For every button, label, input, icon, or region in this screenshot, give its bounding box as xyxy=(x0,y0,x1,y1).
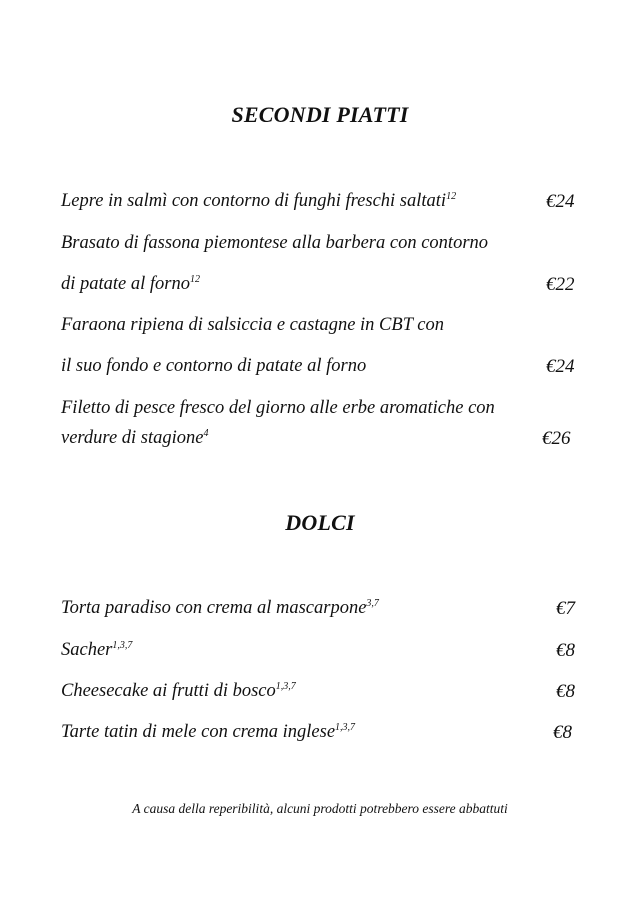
menu-item-name: Torta paradiso con crema al mascarpone xyxy=(61,598,367,618)
menu-item-cheesecake xyxy=(61,681,296,702)
menu-item-filetto-line-2 xyxy=(61,428,209,449)
menu-item-name: Tarte tatin di mele con crema inglese xyxy=(61,722,336,742)
allergen-codes: 4 xyxy=(203,428,209,439)
menu-item-name: Faraona ripiena di salsiccia e castagne in CBT con xyxy=(61,315,444,335)
menu-item-price: €8 xyxy=(556,681,575,702)
menu-item-name: il suo fondo e contorno di patate al forno xyxy=(61,356,367,376)
menu-item-brasato-line-1 xyxy=(61,233,488,254)
menu-item-sacher xyxy=(61,640,132,661)
section-title-dolci: DOLCI xyxy=(285,510,355,535)
menu-item-name: Lepre in salmì con contorno di funghi freschi saltati xyxy=(61,191,447,211)
menu-item-name: Brasato di fassona piemontese alla barbera con contorno xyxy=(61,233,489,253)
menu-item-name: di patate al forno xyxy=(61,274,190,294)
menu-item-filetto-line-1 xyxy=(61,398,495,419)
menu-item-brasato-line-2 xyxy=(61,274,200,295)
menu-item-price: €8 xyxy=(556,640,575,661)
menu-item-faraona-line-2 xyxy=(61,356,366,377)
menu-item-tarte-tatin xyxy=(61,722,355,743)
allergen-codes: 12 xyxy=(190,274,200,285)
menu-item-name: Filetto di pesce fresco del giorno alle erbe aromatiche con xyxy=(61,398,495,418)
menu-item-price: €24 xyxy=(546,356,575,377)
allergen-codes: 1,3,7 xyxy=(335,722,356,733)
menu-item-name: Cheesecake ai frutti di bosco xyxy=(61,681,276,701)
menu-item-faraona-line-1 xyxy=(61,315,444,336)
menu-item-name: Sacher xyxy=(61,640,113,660)
menu-item-torta-paradiso xyxy=(61,598,379,619)
allergen-codes: 1,3,7 xyxy=(275,681,296,692)
menu-item-name: verdure di stagione xyxy=(61,428,204,448)
allergen-codes: 1,3,7 xyxy=(112,640,133,651)
allergen-codes: 12 xyxy=(446,191,457,202)
menu-item-lepre xyxy=(61,191,456,212)
menu-item-price: €22 xyxy=(546,274,575,295)
section-title-secondi-piatti: SECONDI PIATTI xyxy=(231,102,409,127)
menu-item-price: €7 xyxy=(556,598,575,619)
menu-item-price: €26 xyxy=(542,428,571,449)
allergen-codes: 3,7 xyxy=(366,598,379,609)
availability-footnote: A causa della reperibilità, alcuni prodotti potrebbero essere abbattuti xyxy=(132,801,508,816)
menu-item-price: €8 xyxy=(553,722,572,743)
menu-item-price: €24 xyxy=(546,191,575,212)
